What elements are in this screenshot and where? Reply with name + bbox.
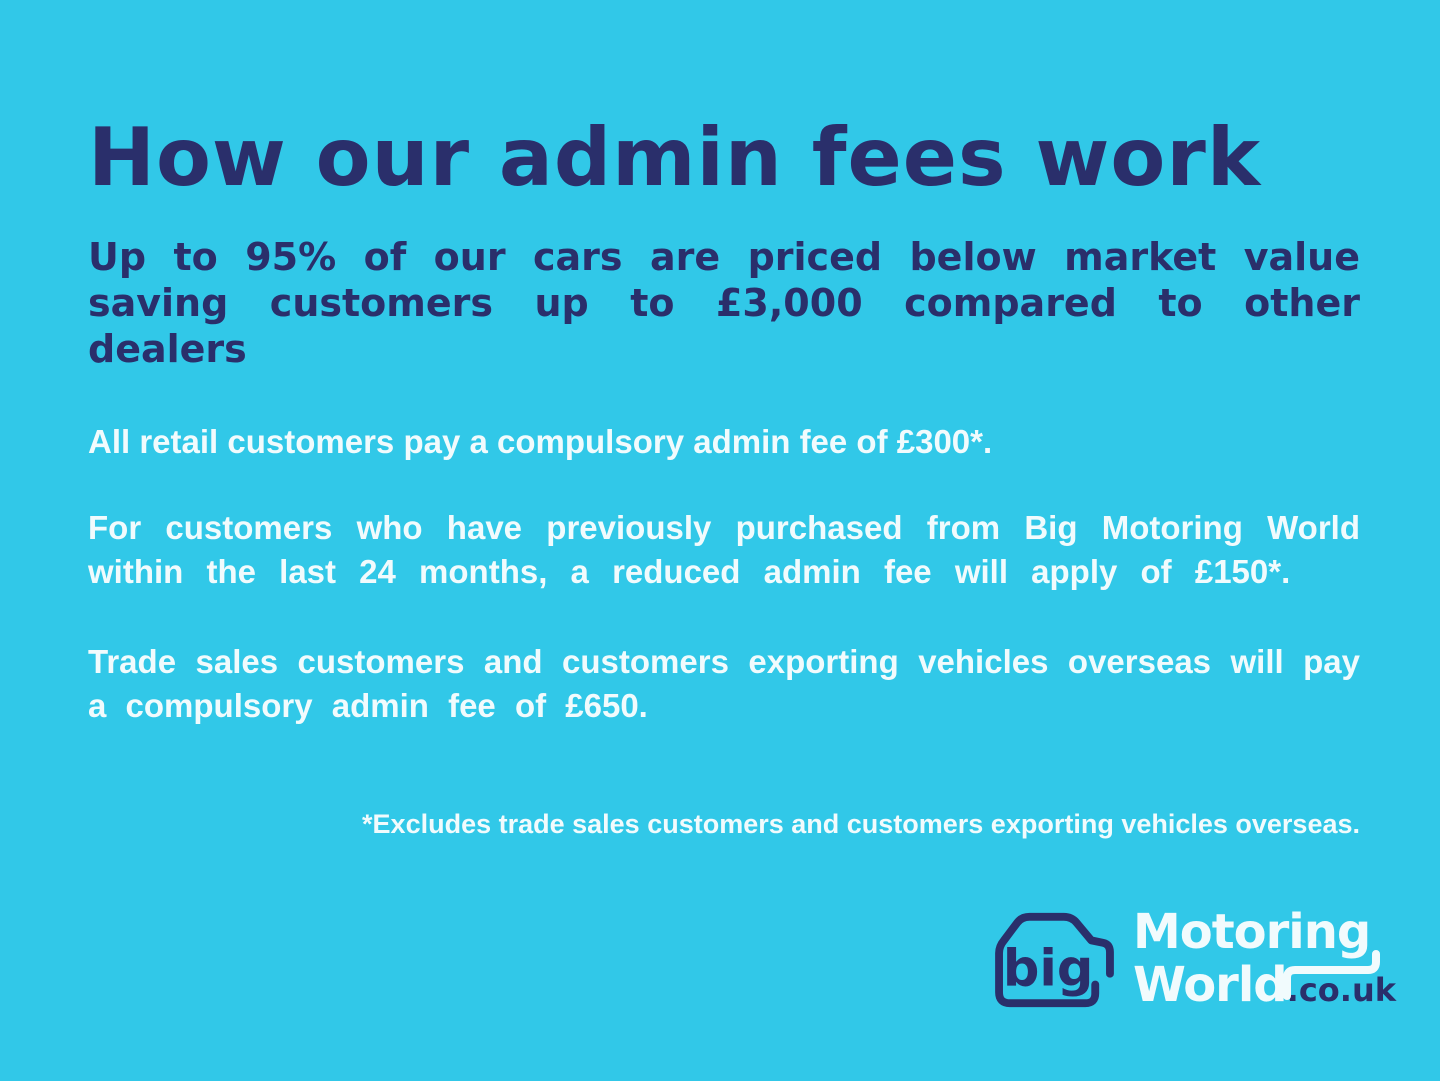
paragraph-trade-export-fee: Trade sales customers and customers exporting vehicles overseas will pay a compulsory admin fee of £650. (88, 643, 1360, 724)
footnote-exclusions: *Excludes trade sales customers and customers exporting vehicles overseas. (362, 809, 1360, 839)
logo-wordmark (1133, 906, 1396, 1017)
paragraph-retail-admin-fee: All retail customers pay a compulsory admin fee of £300*. (88, 423, 993, 460)
logo-world-row (1133, 958, 1396, 1017)
logo-big-label: big (1002, 939, 1094, 999)
paragraph-repeat-customer-fee: For customers who have previously purchased from Big Motoring World within the last 24 months, a reduced admin fee will apply of £150*. (88, 509, 1360, 590)
big-car-icon (993, 908, 1117, 1014)
logo-world: World (1132, 957, 1287, 1013)
big-motoring-world-logo (993, 904, 1396, 1017)
page-title: How our admin fees work (88, 111, 1262, 204)
subtitle-market-value: Up to 95% of our cars are priced below market value saving customers up to £3,000 compared to other dealers (88, 235, 1360, 371)
logo-motoring: Motoring (1132, 904, 1371, 960)
logo-couk: .co.uk (1286, 971, 1396, 1009)
